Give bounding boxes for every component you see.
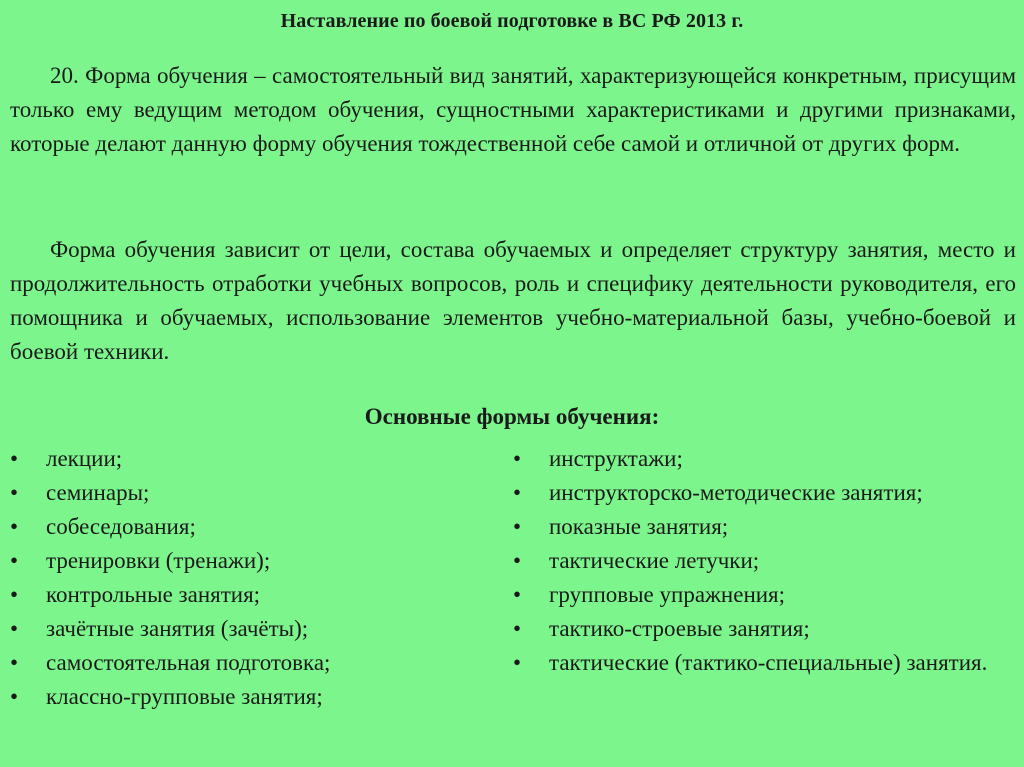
list-item: • групповые упражнения; [513,578,1013,612]
bullet-icon: • [513,582,522,607]
paragraph-definition: 20. Форма обучения – самостоятельный вид занятий, характеризующейся конкретным, присущим только ему ведущим методом обучения, сущностными характеристиками и другими признаками, которые делают данную форму обучения тождественной себе самой и отличной от других форм. [10,63,1016,156]
bullet-icon: • [10,616,19,641]
list-item: • тактические (тактико-специальные) занятия. [513,646,1013,680]
forms-list-left [10,442,490,714]
bullet-icon: • [513,650,522,675]
bullet-icon: • [10,582,19,607]
list-item: • тактические летучки; [513,544,1013,578]
list-item: • зачётные занятия (зачёты); [10,612,490,646]
bullet-icon: • [10,684,19,709]
bullet-icon: • [513,446,522,471]
bullet-icon: • [10,480,19,505]
bullet-icon: • [10,446,19,471]
list-item: • показные занятия; [513,510,1013,544]
list-item: • самостоятельная подготовка; [10,646,490,680]
list-item: • классно-групповые занятия; [10,680,490,714]
list-item: • лекции; [10,442,490,476]
forms-list-right [513,442,1013,680]
list-item: • инструктажи; [513,442,1013,476]
bullet-icon: • [10,548,19,573]
list-item: • тренировки (тренажи); [10,544,490,578]
bullet-icon: • [513,514,522,539]
list-item: • тактико-строевые занятия; [513,612,1013,646]
list-item: • собеседования; [10,510,490,544]
bullet-icon: • [513,548,522,573]
bullet-icon: • [513,480,522,505]
slide-title: Наставление по боевой подготовке в ВС РФ 2013 г. [280,10,744,32]
bullet-icon: • [513,616,522,641]
list-item: • контрольные занятия; [10,578,490,612]
list-item: • инструкторско-методические занятия; [513,476,1013,510]
list-heading: Основные формы обучения: [364,404,660,429]
bullet-icon: • [10,650,19,675]
paragraph-dependence: Форма обучения зависит от цели, состава обучаемых и определяет структуру занятия, место и продолжительность отработки учебных вопросов, роль и специфику деятельности руководителя, его помощника и обучаемых, использование элементов учебно-материальной базы, учебно-боевой и боевой техники. [10,237,1016,364]
list-item: • семинары; [10,476,490,510]
bullet-icon: • [10,514,19,539]
